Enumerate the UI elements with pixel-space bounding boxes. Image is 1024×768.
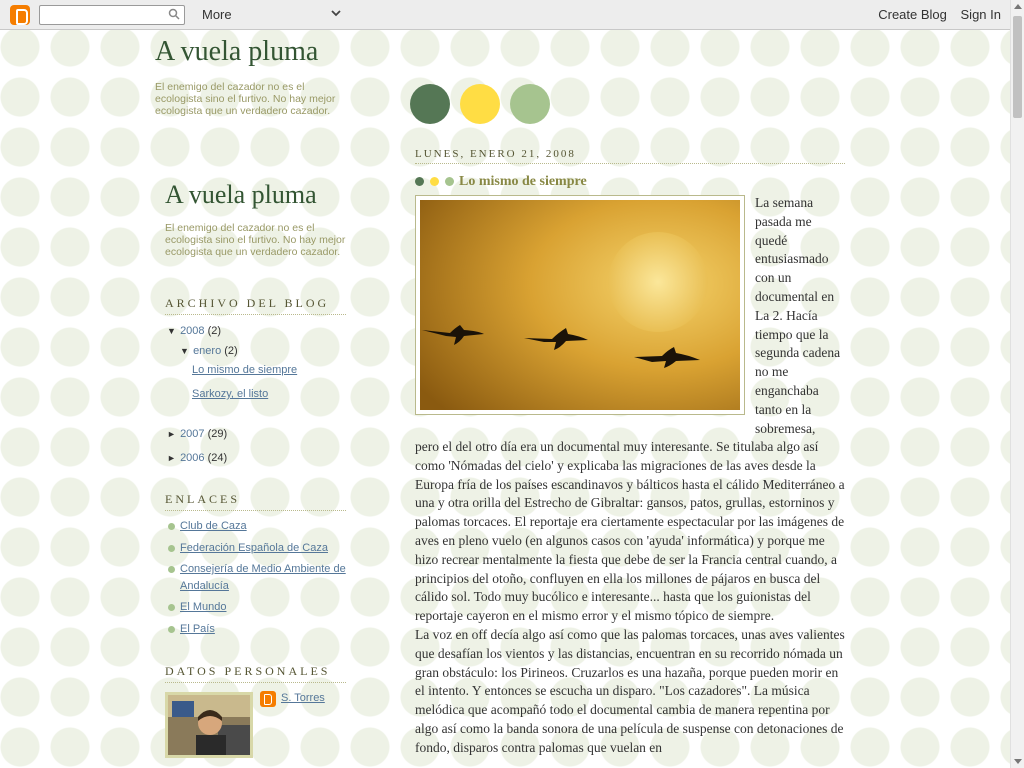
blog-header-description: El enemigo del cazador no es el ecologista sino el furtivo. No hay mejor ecologista que un verdadero cazador. [155,81,336,117]
archive-year-link[interactable]: 2006 [180,452,205,464]
list-item[interactable] [165,621,215,638]
scrollbar-thumb[interactable] [1013,16,1022,118]
more-menu[interactable]: More [202,7,232,22]
sidebar-title[interactable]: A vuela pluma [165,180,317,209]
link-consejeria[interactable]: Consejería de Medio Ambiente de Andalucía [180,563,346,592]
expand-triangle-icon[interactable]: ▼ [167,326,176,336]
archive-item-enero[interactable] [180,345,238,357]
decor-dot-light-icon [510,84,550,124]
sidebar [165,180,346,258]
scroll-up-arrow-icon[interactable] [1014,4,1022,9]
main-column [415,148,845,755]
collapse-triangle-icon[interactable]: ► [167,429,176,439]
link-el-mundo[interactable]: El Mundo [180,601,227,613]
archive-count: (29) [207,428,228,440]
create-blog-link[interactable]: Create Blog [878,7,947,22]
bullet-icon [168,604,175,611]
archive-year-link[interactable]: 2008 [180,325,205,337]
archive-post-lo-mismo[interactable]: Lo mismo de siempre [192,364,298,376]
title-dot-yellow-icon [430,177,439,186]
archive-year-link[interactable]: 2007 [180,428,205,440]
chevron-down-icon[interactable] [330,6,342,20]
links-section [165,492,346,511]
search-icon[interactable] [168,8,180,20]
archive-item-2006[interactable] [167,452,227,464]
archive-count: (2) [224,345,238,357]
list-item[interactable] [165,518,247,535]
bullet-icon [168,566,175,573]
list-item[interactable] [165,599,226,616]
archive-item-2008[interactable] [167,325,221,337]
bullet-icon [168,545,175,552]
navbar-search-input[interactable] [39,5,185,25]
links-heading: ENLACES [165,492,346,511]
expand-triangle-icon[interactable]: ▼ [180,346,189,356]
title-dot-dark-icon [415,177,424,186]
sign-in-link[interactable]: Sign In [960,7,1001,22]
sidebar-description: El enemigo del cazador no es el ecologista sino el furtivo. No hay mejor ecologista que un verdadero cazador. [165,222,346,258]
list-item[interactable] [165,540,328,557]
blogger-logo-icon[interactable] [10,5,30,25]
archive-post-link[interactable] [192,388,268,400]
profile-photo[interactable] [165,692,253,758]
archive-item-2007[interactable] [167,428,227,440]
post-body [415,438,845,758]
profile-name-link[interactable]: S. Torres [281,692,325,704]
link-federacion[interactable]: Federación Española de Caza [180,542,328,554]
post-title[interactable]: Lo mismo de siempre [459,174,587,189]
post-image[interactable] [415,195,745,415]
link-club-caza[interactable]: Club de Caza [180,520,247,532]
blog-header-title[interactable]: A vuela pluma [155,36,319,67]
blogger-profile-icon [260,691,276,707]
title-dot-light-icon [445,177,454,186]
list-item[interactable] [165,561,346,595]
archive-heading: ARCHIVO DEL BLOG [165,296,346,315]
decor-dot-yellow-icon [460,84,500,124]
archive-post-sarkozy[interactable]: Sarkozy, el listo [192,388,269,400]
date-header: LUNES, ENERO 21, 2008 [415,148,845,164]
bullet-icon [168,523,175,530]
vertical-scrollbar[interactable] [1010,0,1024,768]
archive-section [165,296,346,315]
collapse-triangle-icon[interactable]: ► [167,453,176,463]
decor-dot-dark-icon [410,84,450,124]
post-paragraph: pero el del otro día era un documental muy interesante. Se titulaba algo así como 'Nómadas del cielo' y explicaba las migraciones de las aves desde la Europa fría de los países escandinavos y bálticos hasta el cálido Mediterráneo a una y otra orilla del Estrecho de Gibraltar: gansos, patos, grullas, estorninos y palomas torcaces. El reportaje era ciertamente espectacular por las imágenes de aves en pleno vuelo (en algunos casos con 'ayuda' informática) y porque me hizo recrear mentalmente la fiesta que debe de ser la Francia central cuando, a principios del otoño, confluyen en ella los millones de pájaros en busca del cálido sol. Todo muy bucólico e interesante... hasta que los guionistas del reportaje cayeron en el mismo error y el mismo tópico de siempre. [415,439,845,624]
archive-count: (2) [207,325,222,337]
scroll-down-arrow-icon[interactable] [1014,759,1022,764]
bullet-icon [168,626,175,633]
link-el-pais[interactable]: El País [180,623,215,635]
archive-count: (24) [207,452,228,464]
archive-month-link[interactable]: enero [193,345,222,357]
blogger-navbar [0,0,1010,30]
archive-post-link[interactable] [192,364,297,376]
profile-heading: DATOS PERSONALES [165,664,346,683]
post-intro-text: La semana pasada me quedé entusiasmado con un documental en La 2. Hacía tiempo que la segunda cadena no me enganchaba tanto en la sobremesa, [755,195,841,436]
post-paragraph: La voz en off decía algo así como que las palomas torcaces, unas aves valientes que desafían los vientos y las distancias, encuentran en su recorrido nómada un gran obstáculo: los Pirineos. Cruzarlos es una hazaña, porque pueden morir en el intento. Y entonces se escucha un disparo. "Los cazadores". La música melódica que acompañó todo el documental cambia de manera repentina por algo así como la banda sonora de una película de suspense con detonaciones de fondo, disparos contra palomas que vuelan en [415,626,845,755]
profile-section [165,664,346,683]
